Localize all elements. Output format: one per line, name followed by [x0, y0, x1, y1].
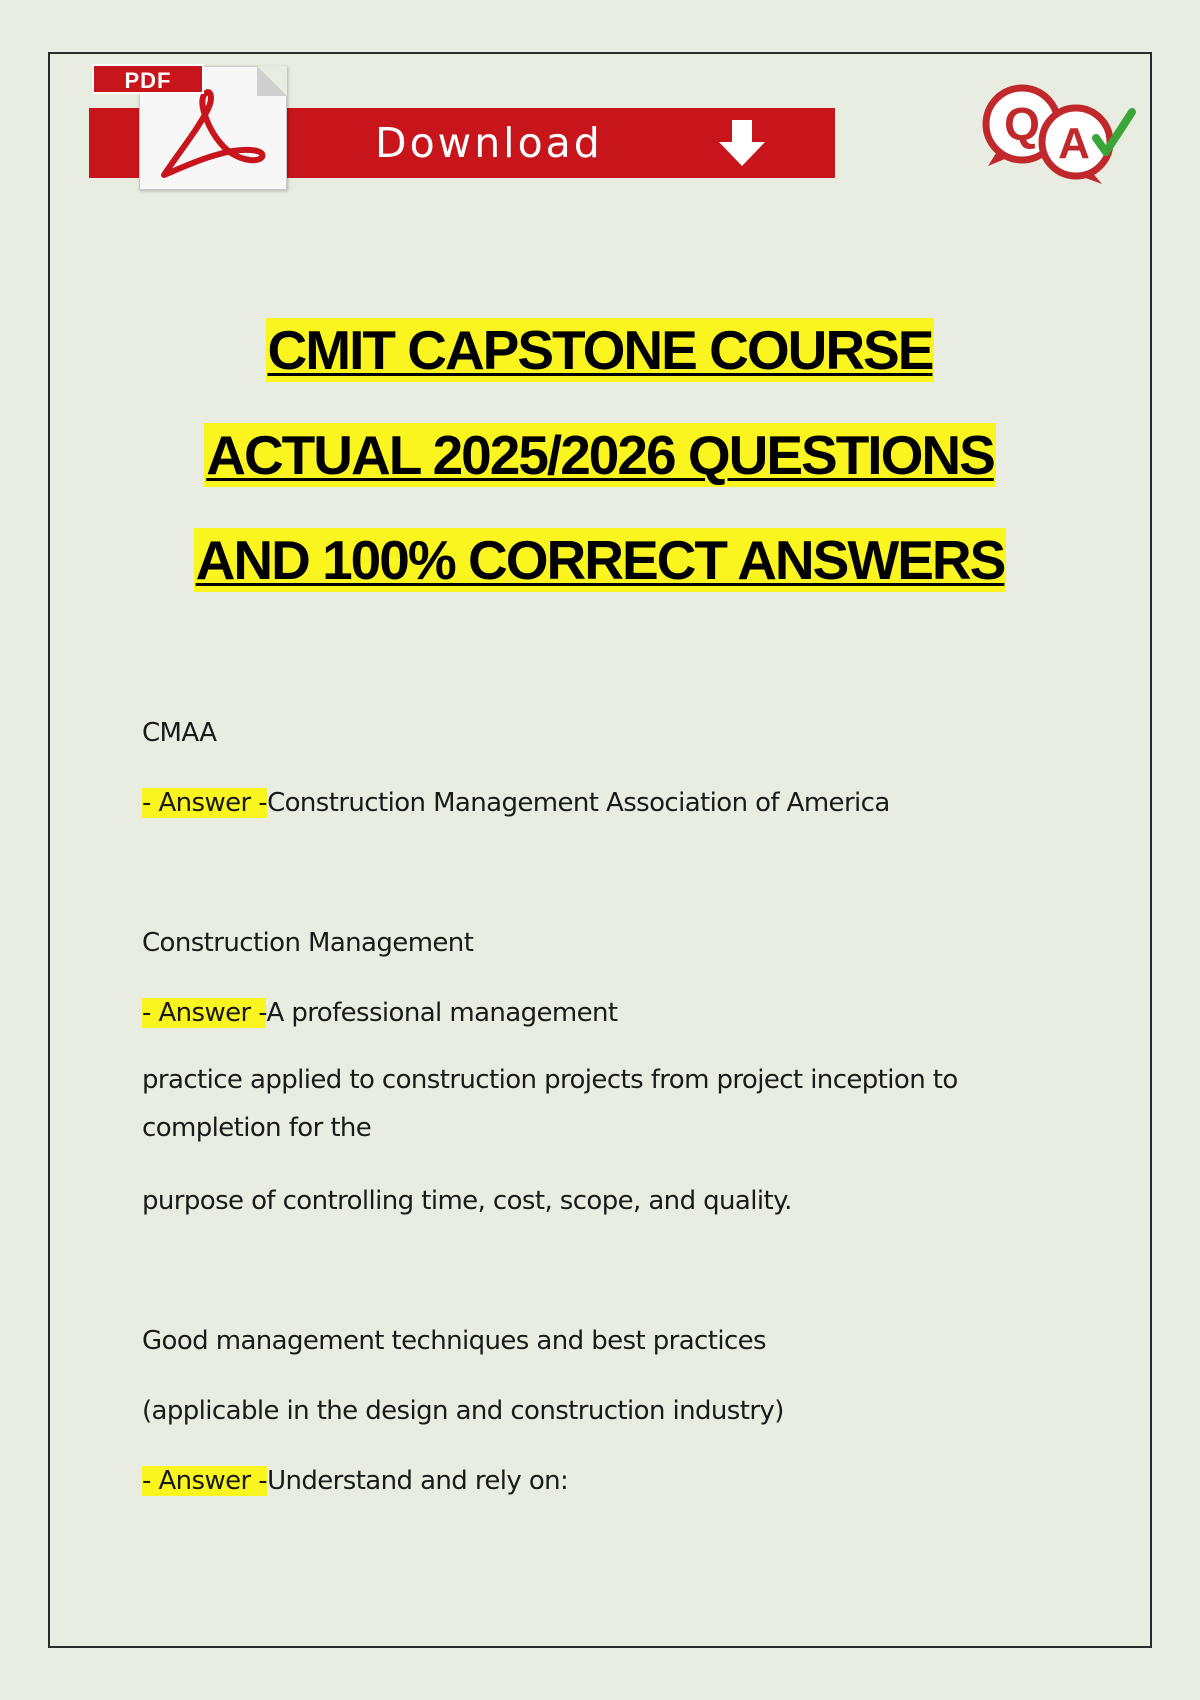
acrobat-icon	[150, 89, 270, 185]
answer-continuation: purpose of controlling time, cost, scope, and quality.	[142, 1186, 792, 1216]
logo-q: Q	[1004, 98, 1040, 150]
answer-continuation: practice applied to construction projects from project inception to completion for the	[142, 1065, 958, 1143]
logo-a: A	[1058, 119, 1090, 168]
question-continuation: (applicable in the design and construction industry)	[142, 1396, 784, 1426]
answer-line	[142, 788, 890, 818]
answer-tag: - Answer -	[142, 1466, 268, 1496]
question-text: Construction Management	[142, 928, 474, 958]
answer-tag: - Answer -	[142, 998, 267, 1028]
title-line-1: CMIT CAPSTONE COURSE	[267, 319, 933, 381]
answer-text: Understand and rely on:	[267, 1466, 569, 1496]
answer-text: Construction Management Association of America	[267, 788, 890, 818]
title-line-3: AND 100% CORRECT ANSWERS	[195, 529, 1005, 591]
answer-text: A professional management	[266, 998, 618, 1028]
pdf-tag: PDF	[92, 64, 204, 94]
title-line-2: ACTUAL 2025/2026 QUESTIONS	[206, 424, 994, 486]
arrow-down-icon[interactable]	[717, 120, 767, 168]
document-title	[48, 318, 1152, 633]
pdf-download-banner[interactable]	[89, 64, 837, 190]
answer-tag: - Answer -	[142, 788, 268, 818]
question-text: Good management techniques and best practices	[142, 1326, 766, 1356]
answer-line	[142, 1466, 568, 1496]
question-text: CMAA	[142, 718, 217, 748]
download-label[interactable]: Download	[375, 119, 603, 167]
qa-logo	[980, 82, 1140, 192]
answer-line	[142, 998, 618, 1028]
